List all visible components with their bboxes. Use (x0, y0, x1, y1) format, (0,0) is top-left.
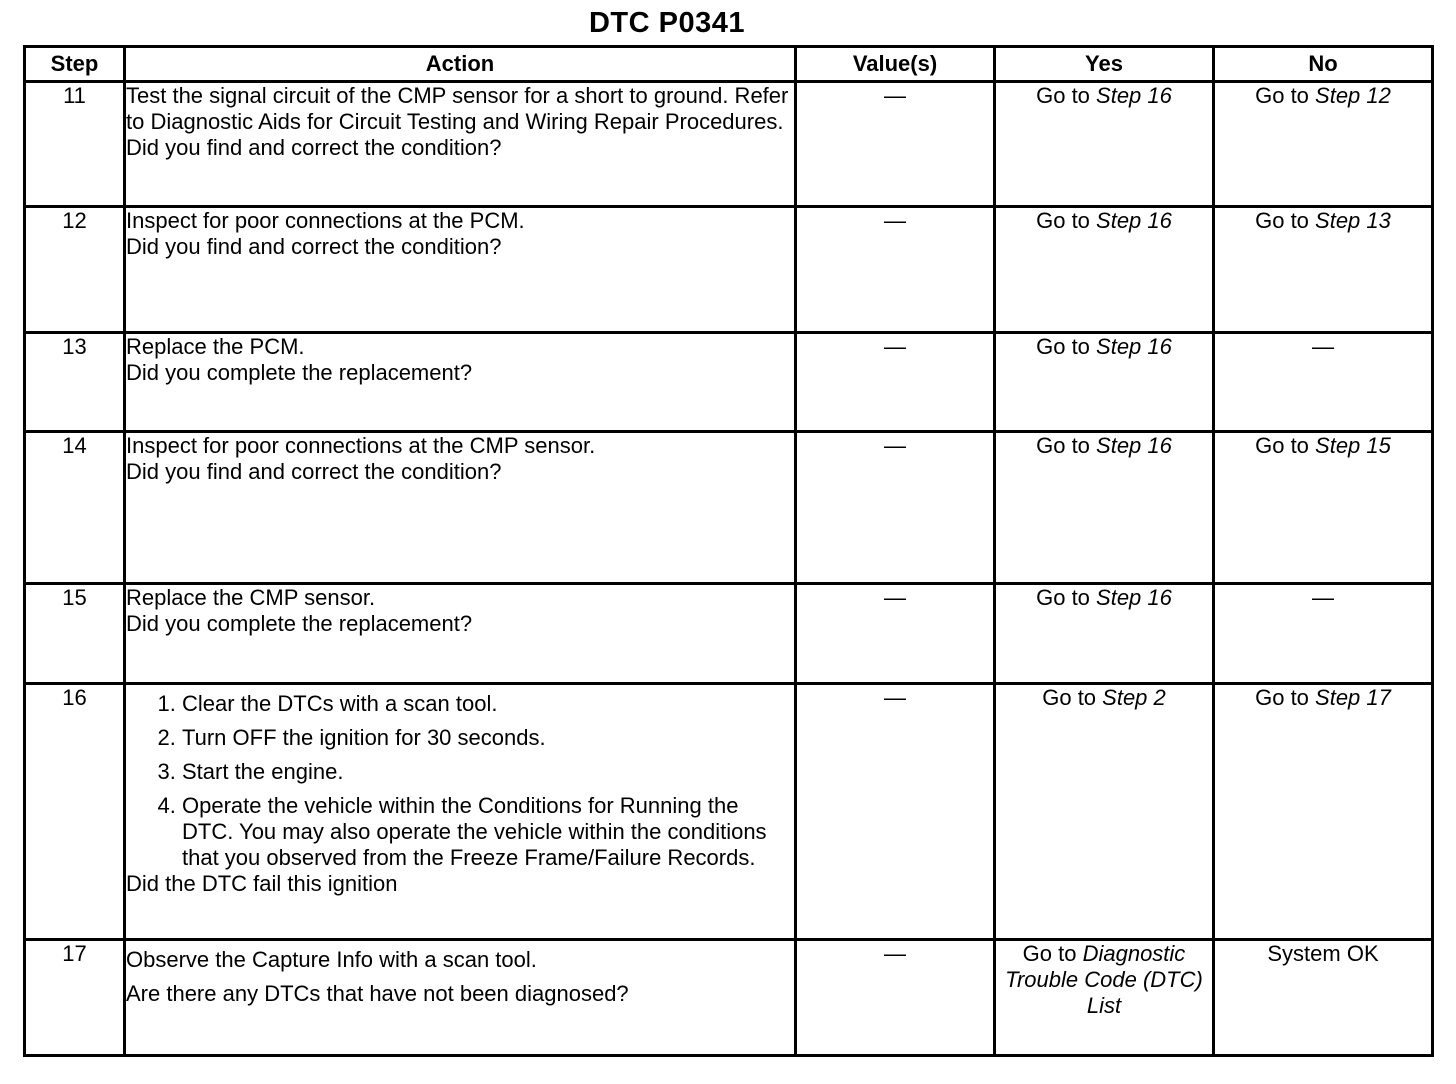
action-question: Did you find and correct the condition? (126, 135, 502, 160)
yes-step-link[interactable]: Step 16 (1096, 433, 1172, 458)
table-row (25, 333, 1433, 432)
no-step-link[interactable]: Step 15 (1315, 433, 1391, 458)
no-prefix: Go to (1255, 685, 1316, 710)
yes-prefix: Go to (1042, 685, 1103, 710)
header-values: Value(s) (796, 47, 995, 82)
action-text: Inspect for poor connections at the PCM. (126, 208, 525, 233)
action-question: Did you find and correct the condition? (126, 234, 502, 259)
value-cell: — (796, 432, 995, 584)
step-number: 16 (25, 684, 125, 940)
action-cell (125, 940, 796, 1056)
no-cell (1214, 684, 1433, 940)
table-header-row (25, 47, 1433, 82)
yes-prefix: Go to (1022, 941, 1083, 966)
table-row (25, 584, 1433, 684)
step-number: 12 (25, 207, 125, 333)
action-text: Observe the Capture Info with a scan tool. (126, 947, 537, 972)
action-text: Replace the PCM. (126, 334, 305, 359)
header-step: Step (25, 47, 125, 82)
yes-cell (995, 940, 1214, 1056)
action-cell (125, 207, 796, 333)
header-no: No (1214, 47, 1433, 82)
list-item: 2. Turn OFF the ignition for 30 seconds. (182, 725, 794, 751)
action-question: Did you complete the replacement? (126, 611, 473, 636)
step-number: 11 (25, 82, 125, 207)
no-prefix: Go to (1255, 208, 1316, 233)
yes-step-link[interactable]: Step 16 (1096, 83, 1172, 108)
action-text: Replace the CMP sensor. (126, 585, 376, 610)
yes-step-link[interactable]: Step 16 (1096, 334, 1172, 359)
header-yes: Yes (995, 47, 1214, 82)
action-cell (125, 333, 796, 432)
value-cell: — (796, 333, 995, 432)
header-action: Action (125, 47, 796, 82)
yes-dtc-list-link[interactable]: Diagnostic Trouble Code (DTC) List (1005, 941, 1203, 1018)
value-cell: — (796, 584, 995, 684)
yes-prefix: Go to (1036, 585, 1097, 610)
page-title: DTC P0341 (588, 7, 745, 39)
action-question: Did you find and correct the condition? (126, 459, 502, 484)
action-cell (125, 684, 796, 940)
action-question: Are there any DTCs that have not been diagnosed? (126, 981, 629, 1006)
table-row (25, 940, 1433, 1056)
action-text: Inspect for poor connections at the CMP sensor. (126, 433, 596, 458)
yes-step-link[interactable]: Step 16 (1096, 585, 1172, 610)
value-cell: — (796, 207, 995, 333)
no-cell (1214, 207, 1433, 333)
yes-cell (995, 82, 1214, 207)
step-number: 14 (25, 432, 125, 584)
no-cell: — (1214, 584, 1433, 684)
procedure-list (126, 691, 794, 871)
table-row (25, 207, 1433, 333)
list-item: 4. Operate the vehicle within the Conditions for Running the DTC. You may also operate the vehicle within the conditions that you observed from the Freeze Frame/Failure Records. (182, 793, 794, 871)
yes-cell (995, 584, 1214, 684)
value-cell: — (796, 82, 995, 207)
yes-cell (995, 432, 1214, 584)
step-number: 15 (25, 584, 125, 684)
step-number: 17 (25, 940, 125, 1056)
no-cell (1214, 82, 1433, 207)
value-cell: — (796, 940, 995, 1056)
list-item: 1. Clear the DTCs with a scan tool. (182, 691, 794, 717)
yes-prefix: Go to (1036, 334, 1097, 359)
action-question: Did you complete the replacement? (126, 360, 473, 385)
yes-prefix: Go to (1036, 208, 1097, 233)
diagnostic-table (23, 45, 1434, 1057)
table-row (25, 82, 1433, 207)
no-cell (1214, 432, 1433, 584)
yes-cell (995, 684, 1214, 940)
no-step-link[interactable]: Step 13 (1315, 208, 1391, 233)
step-number: 13 (25, 333, 125, 432)
yes-step-link[interactable]: Step 2 (1102, 685, 1166, 710)
action-cell (125, 584, 796, 684)
yes-cell (995, 207, 1214, 333)
yes-prefix: Go to (1036, 83, 1097, 108)
table-row (25, 432, 1433, 584)
action-cell (125, 432, 796, 584)
action-cell (125, 82, 796, 207)
no-result-text: System OK (1267, 941, 1379, 966)
action-text: Test the signal circuit of the CMP sensor for a short to ground. Refer to Diagnostic Aids for Circuit Testing and Wiring Repair Procedures. (126, 83, 789, 134)
value-cell: — (796, 684, 995, 940)
table-row (25, 684, 1433, 940)
no-cell (1214, 940, 1433, 1056)
no-prefix: Go to (1255, 83, 1316, 108)
yes-prefix: Go to (1036, 433, 1097, 458)
no-prefix: Go to (1255, 433, 1316, 458)
yes-step-link[interactable]: Step 16 (1096, 208, 1172, 233)
yes-cell (995, 333, 1214, 432)
no-step-link[interactable]: Step 17 (1315, 685, 1391, 710)
no-cell: — (1214, 333, 1433, 432)
list-item: 3. Start the engine. (182, 759, 794, 785)
action-question: Did the DTC fail this ignition (126, 871, 398, 896)
no-step-link[interactable]: Step 12 (1315, 83, 1391, 108)
